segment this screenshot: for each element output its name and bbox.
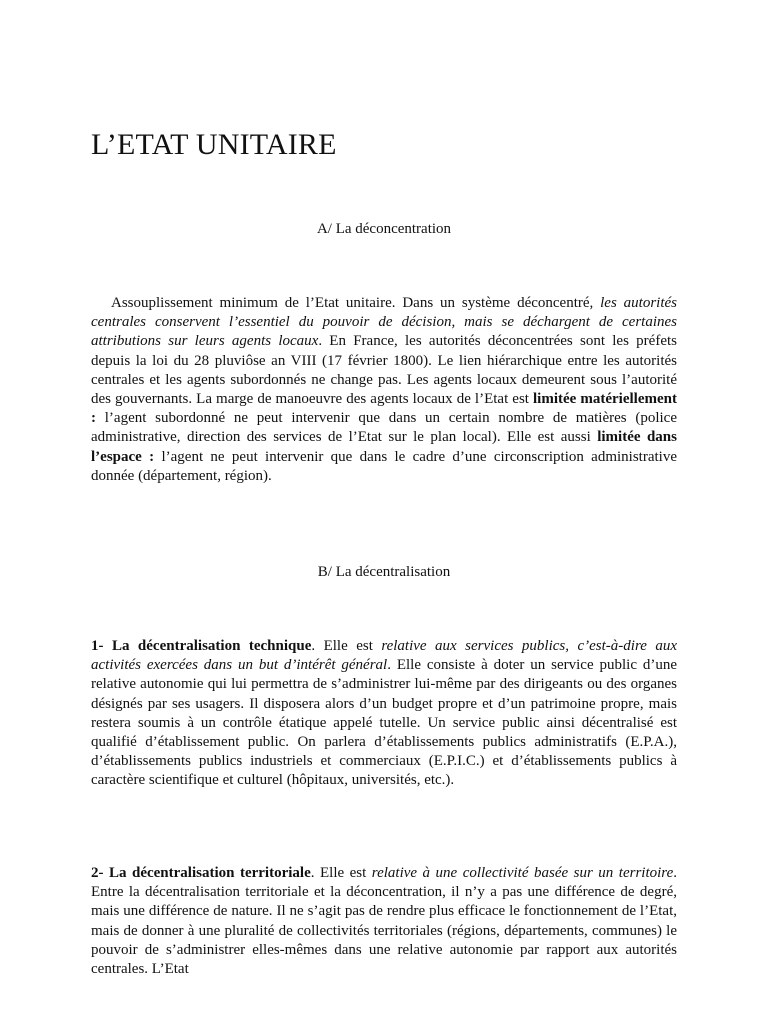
document-title: L’ETAT UNITAIRE — [91, 128, 337, 161]
paragraph-deconcentration — [91, 294, 677, 486]
paragraph-text: l’agent subordonné ne peut intervenir que dans un certain nombre de matières (police administrative, direction des services de l’Etat sur le plan local). Elle est aussi — [91, 410, 677, 446]
paragraph-italic-text: relative aux services publics, c’est-à-dire aux activités exercées dans un but d’intérêt général — [91, 638, 677, 674]
subsection-label: 1- La décentralisation technique — [91, 638, 312, 654]
paragraph-text: . Elle est — [310, 865, 372, 881]
paragraph-text: . En France, les autorités déconcentrées sont les préfets depuis la loi du 28 pluviôse an VIII (17 février 1800). Le lien hiérarchique entre les autorités centrales et les agents subordonnés ne change pas. Les agents locaux demeurent sous l’autorité des gouvernants. La marge de manoeuvre des agents locaux de l’Etat est — [91, 333, 677, 408]
paragraph-text: . Entre la décentralisation territoriale et la déconcentration, il n’y a pas une différence de degré, mais une différence de nature. Il ne s’agit pas de rendre plus efficace le fonctionnement de l’Etat, mais de donner à une pluralité de collectivités territoriales (régions, départements, communes) le pouvoir de s’administrer elles-mêmes dans une relative autonomie par rapport aux autorités centrales. L’Etat — [91, 865, 677, 978]
paragraph-text: Assouplissement minimum de l’Etat unitaire. Dans un système déconcentré, — [111, 295, 601, 311]
paragraph-italic-text: relative à une collectivité basée sur un territoire — [371, 865, 674, 881]
paragraph-text: l’agent ne peut intervenir que dans le cadre d’une circonscription administrative donnée (département, région). — [91, 448, 677, 484]
paragraph-decentralisation-territoriale — [91, 864, 677, 979]
subsection-label: 2- La décentralisation territoriale — [91, 865, 311, 881]
paragraph-bold-text: limitée dans l’espace : — [91, 429, 677, 465]
section-heading-decentralisation: B/ La décentralisation — [317, 564, 451, 580]
section-heading-deconcentration: A/ La déconcentration — [316, 221, 452, 237]
paragraph-italic-text: les autorités centrales conservent l’essentiel du pouvoir de décision, mais se déchargent de certaines attributions sur leurs agents locaux — [91, 295, 677, 350]
paragraph-bold-text: limitée matériellement : — [91, 391, 677, 427]
paragraph-decentralisation-technique — [91, 637, 677, 791]
paragraph-text: . Elle est — [311, 638, 382, 654]
paragraph-text: . Elle consiste à doter un service public d’une relative autonomie qui lui permettra de s’administrer lui-même par des dirigeants ou des organes désignés par ses usagers. Il disposera alors d’un budget propre et d’un patrimoine propre, mais restera soumis à un contrôle étatique appelé tutelle. Un service public ainsi décentralisé est qualifié d’établissement public. On parlera d’établissements publics administratifs (E.P.A.), d’établissements publics industriels et commerciaux (E.P.I.C.) et d’établissements publics à caractère scientifique et culturel (hôpitaux, universités, etc.). — [91, 657, 677, 789]
